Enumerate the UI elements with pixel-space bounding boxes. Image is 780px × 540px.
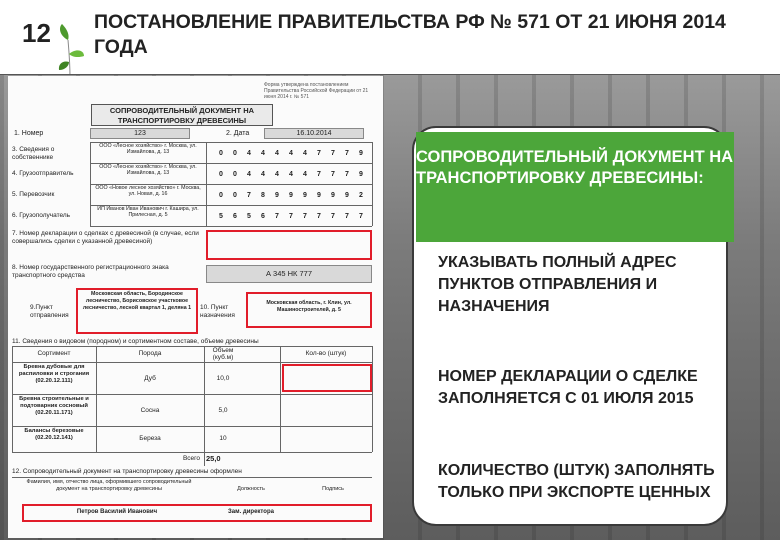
slide-title: ПОСТАНОВЛЕНИЕ ПРАВИТЕЛЬСТВА РФ № 571 ОТ 21 ИЮНЯ 2014 ГОДА <box>94 11 726 58</box>
field-10-value: Московская область, г. Клин, ул. Машиностроителей, д. 5 <box>266 300 352 313</box>
party-shipper-label: 4. Грузоотправитель <box>12 170 74 177</box>
col-header-count: Кол-во (штук) <box>305 350 347 357</box>
field-8-label: 8. Номер государственного регистрационного знака транспортного средства <box>12 264 169 279</box>
document-title: СОПРОВОДИТЕЛЬНЫЙ ДОКУМЕНТ НА ТРАНСПОРТИРОВКУ ДРЕВЕСИНЫ <box>91 104 273 126</box>
sign-header-signature: Подпись <box>322 486 344 492</box>
transport-document-scan: Форма утверждена постановлением Правительства Российской Федерации от 21 июня 2014 г. № 571 СОПРОВОДИТЕЛЬНЫЙ ДОКУМЕНТ НА ТРАНСПОРТИРОВКУ ДРЕВЕСИНЫ 1. Номер 123 2. Дата 16.10.2014 3. Сведения о собственнике ООО «Лесное хозяйство» г. Москва, ул. Измайлова, д. 13 0 0 4 4 4 4 4 7 7 7 9 4. Грузоотправитель ООО «Лесное хозяйство» г. Москва, ул. Измайлова, д. 13 0 0 4 4 4 4 4 7 7 7 9 5. Перевозчик ООО «Новое лесное хозяйство» г. Москва, ул. Новая, д. 16 0 0 7 8 9 9 9 9 9 9 2 6. Грузополучатель ИП Иванов Иван Иванович г. Кашира, ул. Прилесная, д. 5 5 6 5 6 7 7 7 7 7 7 7 7. Номер декларации о сделках с древесиной (в случае, если совершались сделки с указанной древесиной) 8. Номер государственного регистрационного знака транспортного средства А 345 НК 777 9.Пункт отправления Московская область, Бородинское лесничество, Борисовское участковое лесничество, лесной квартал 1, деляна 1 10. Пункт назначения Московская область, г. Клин, ул. Машиностроителей, д. 5 11. Сведения о видовом (породном) и сортиментном составе, объеме древесины Сортимент Порода Объем (куб.м) Кол-во (штук) Бревна дубовые для распиловки и строгания (02.20.12.111) Дуб 10,0 Бревна строительные и подтоварник сосновый (02.20.11.171) Сосна 5,0 Балансы березовые (02.20.12.141) Береза 10 Всего 25,0 12. Сопроводительный документ на транспортировку древесины оформлен Фамилия, имя, отчество лица, оформившего сопроводительный документ на транспортировку древесины Должность Подпись Петров Василий Иванович Зам. директора <box>8 76 383 538</box>
field-2-value: 16.10.2014 <box>264 128 364 139</box>
party-consignee-org: ИП Иванов Иван Иванович г. Кашира, ул. Прилесная, д. 5 <box>97 206 199 218</box>
total-value: 25,0 <box>206 454 221 463</box>
table-row-1-volume: 10,0 <box>216 375 230 382</box>
party-carrier-org: ООО «Новое лесное хозяйство» г. Москва, ул. Новая, д. 16 <box>95 185 201 197</box>
total-label: Всего <box>182 455 200 462</box>
party-owner-org: ООО «Лесное хозяйство» г. Москва, ул. Измайлова, д. 13 <box>99 143 197 155</box>
table-row-3-sortiment: Балансы березовые (02.20.12.141) <box>24 428 84 441</box>
col-header-sortiment: Сортимент <box>37 350 71 357</box>
party-owner-label: 3. Сведения о собственнике <box>12 146 55 161</box>
table-row-3-volume: 10 <box>219 435 227 442</box>
field-1-value: 123 <box>90 128 190 139</box>
table-row-3-breed: Береза <box>139 435 161 442</box>
table-row-1-breed: Дуб <box>144 375 156 382</box>
party-shipper-org: ООО «Лесное хозяйство» г. Москва, ул. Измайлова, д. 13 <box>99 164 197 176</box>
field-10-label: 10. Пункт назначения <box>200 304 235 319</box>
field-9-label: 9.Пункт отправления <box>30 304 69 319</box>
sign-header-name: Фамилия, имя, отчество лица, оформившего сопроводительный документ на транспортировку древесины <box>26 479 192 492</box>
field-12-label: 12. Сопроводительный документ на транспортировку древесины оформлен <box>12 468 242 475</box>
callout-point-addresses: УКАЗЫВАТЬ ПОЛНЫЙ АДРЕС ПУНКТОВ ОТПРАВЛЕНИЯ И НАЗНАЧЕНИЯ <box>438 254 677 315</box>
field-7-highlight-box <box>206 230 372 260</box>
sign-position: Зам. директора <box>228 509 274 515</box>
table-row-1-sortiment: Бревна дубовые для распиловки и строгания (02.20.12.111) <box>18 364 90 384</box>
sign-name: Петров Василий Иванович <box>76 509 158 515</box>
party-carrier-label: 5. Перевозчик <box>12 191 55 198</box>
field-7-label: 7. Номер декларации о сделках с древесиной (в случае, если совершались сделки с указанной древесиной) <box>12 230 199 245</box>
field-11-label: 11. Сведения о видовом (породном) и сортиментном составе, объеме древесины <box>12 338 259 345</box>
sign-header-position: Должность <box>237 486 265 492</box>
table-row-2-volume: 5,0 <box>218 407 228 414</box>
slide-number: 12 <box>22 18 51 48</box>
callout-point-declaration: НОМЕР ДЕКЛАРАЦИИ О СДЕЛКЕ ЗАПОЛНЯЕТСЯ С 01 ИЮЛЯ 2015 <box>438 368 698 407</box>
col-header-breed: Порода <box>138 350 162 357</box>
form-approval-note: Форма утверждена постановлением Правительства Российской Федерации от 21 июня 2014 г. № 571 <box>264 82 369 100</box>
field-8-value: А 345 НК 777 <box>206 265 372 283</box>
count-column-highlight-box <box>282 364 372 392</box>
field-1-label: 1. Номер <box>14 130 44 137</box>
callout-point-quantity: КОЛИЧЕСТВО (ШТУК) ЗАПОЛНЯТЬ ТОЛЬКО ПРИ ЭКСПОРТЕ ЦЕННЫХ <box>438 462 715 501</box>
field-2-label: 2. Дата <box>226 130 250 137</box>
field-9-value: Московская область, Бородинское лесничество, Борисовское участковое лесничество, лесной квартал 1, деляна 1 <box>82 291 192 311</box>
table-row-2-sortiment: Бревна строительные и подтоварник сосновый (02.20.11.171) <box>19 396 89 416</box>
callout-header-text: СОПРОВОДИТЕЛЬНЫЙ ДОКУМЕНТ НА ТРАНСПОРТИРОВКУ ДРЕВЕСИНЫ: <box>416 148 734 187</box>
leaf-sprout-icon <box>56 22 86 78</box>
party-consignee-label: 6. Грузополучатель <box>12 212 71 219</box>
table-row-2-breed: Сосна <box>140 407 160 414</box>
slide-header <box>0 0 780 78</box>
col-header-volume: Объем (куб.м) <box>212 347 234 361</box>
